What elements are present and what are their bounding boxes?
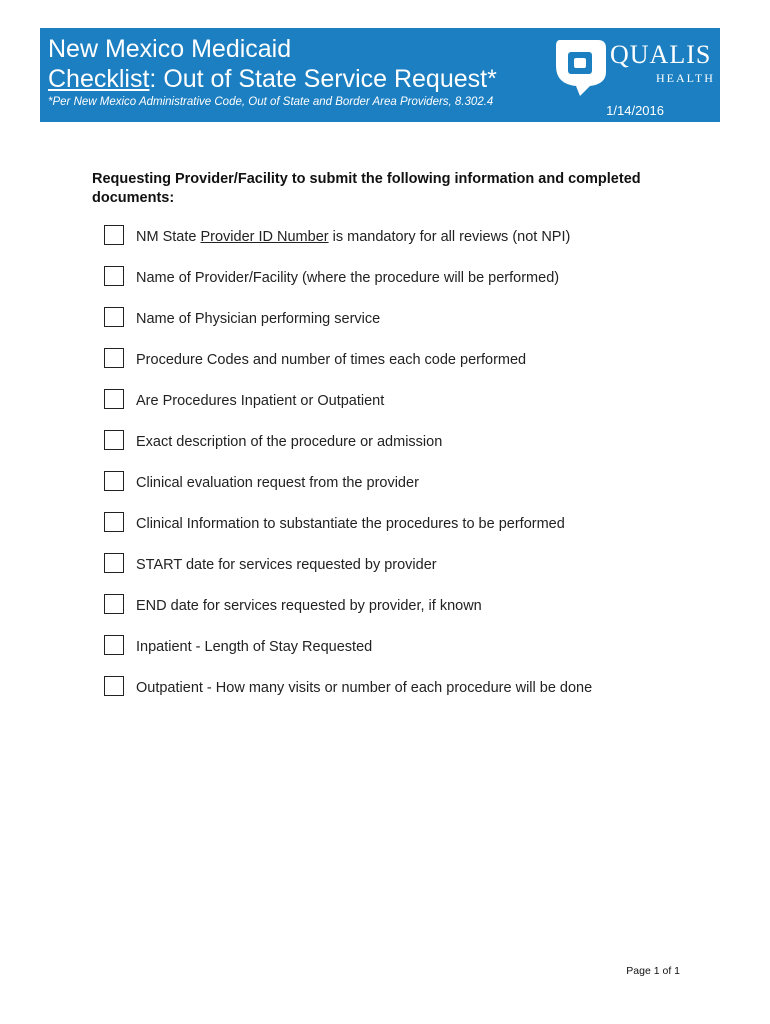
checkbox[interactable]	[104, 389, 124, 409]
checklist-item-label: Inpatient - Length of Stay Requested	[136, 639, 373, 655]
checkbox[interactable]	[104, 225, 124, 245]
checklist-item	[104, 430, 704, 454]
logo-subtext: HEALTH	[656, 71, 715, 85]
qualis-health-logo	[550, 34, 720, 98]
code-reference: *Per New Mexico Administrative Code, Out of State and Border Area Providers, 8.302.4	[48, 96, 494, 108]
checklist-item	[104, 635, 704, 659]
checkbox[interactable]	[104, 471, 124, 491]
checklist-item-label: Clinical Information to substantiate the procedures to be performed	[136, 516, 565, 532]
checklist-item-label: Name of Physician performing service	[136, 311, 381, 327]
provider-id-number: Provider ID Number	[200, 229, 329, 245]
header-banner	[40, 28, 720, 122]
document-title: New Mexico Medicaid	[48, 35, 292, 63]
instructions-heading: Requesting Provider/Facility to submit the following information and completed documents:	[92, 171, 641, 206]
checklist-item-label: START date for services requested by provider	[136, 557, 437, 573]
checklist-item-label: Exact description of the procedure or admission	[136, 434, 443, 450]
checklist-item-label: Name of Provider/Facility (where the procedure will be performed)	[136, 270, 560, 286]
checkbox[interactable]	[104, 635, 124, 655]
qualis-q-icon	[550, 34, 610, 98]
checklist-item-label: Procedure Codes and number of times each code performed	[136, 352, 527, 368]
document-subtitle-heading	[48, 64, 497, 94]
checklist-item-label: NM State Provider ID Number is mandatory for all reviews (not NPI)	[136, 229, 571, 245]
checklist-item-label: Clinical evaluation request from the provider	[136, 475, 419, 491]
checklist-item	[104, 307, 704, 331]
checklist-item-label: END date for services requested by provider, if known	[136, 598, 482, 614]
checkbox[interactable]	[104, 430, 124, 450]
logo-wordmark: QUALIS	[610, 40, 712, 69]
checklist-item	[104, 553, 704, 577]
checklist-item	[104, 266, 704, 290]
page-number: Page 1 of 1	[626, 965, 680, 977]
checklist-item	[104, 389, 704, 413]
checkbox[interactable]	[104, 307, 124, 327]
checkbox[interactable]	[104, 266, 124, 286]
checkbox[interactable]	[104, 594, 124, 614]
checklist-item	[104, 594, 704, 618]
checklist-item-label: Outpatient - How many visits or number of each procedure will be done	[136, 680, 593, 696]
checklist-item	[104, 512, 704, 536]
title-rest: : Out of State Service Request*	[149, 65, 497, 93]
checklist-item	[104, 471, 704, 495]
checklist-word: Checklist	[48, 65, 150, 93]
checklist-item	[104, 348, 704, 372]
checklist-item-label: Are Procedures Inpatient or Outpatient	[136, 393, 385, 409]
checkbox[interactable]	[104, 512, 124, 532]
checkbox[interactable]	[104, 348, 124, 368]
checkbox[interactable]	[104, 676, 124, 696]
checklist-item	[104, 676, 704, 700]
checklist-item	[104, 225, 704, 249]
document-date: 1/14/2016	[606, 103, 664, 118]
checkbox[interactable]	[104, 553, 124, 573]
